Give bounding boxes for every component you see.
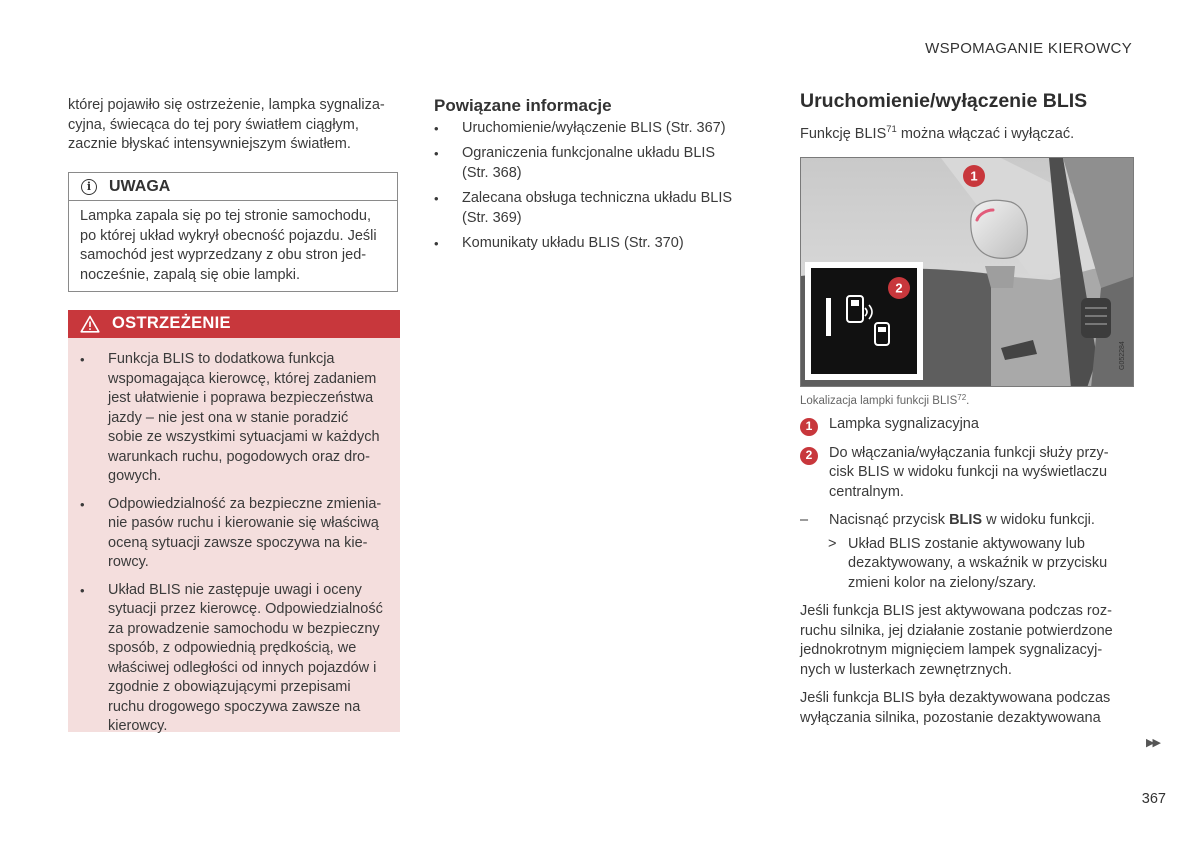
caption-footnote-ref[interactable]: 72 xyxy=(957,393,967,402)
warning-header xyxy=(68,310,400,338)
blis-illustration xyxy=(801,158,1134,387)
warning-item: • Funkcja BLIS to dodatkowa funkcja wspomagająca kierowcę, której zadaniem jest ułatwienie i poprawa bezpieczeństwa jazdy – nie jest ona w stanie poradzić sobie ze wszystkimi sytuacjami w każdych warunkach ruchu, pogodowych oraz dro- gowych. xyxy=(108,350,388,487)
section-header: WSPOMAGANIE KIEROWCY xyxy=(925,40,1132,57)
callout-2-text: Do włączania/wyłączania funkcji służy przy- cisk BLIS w widoku funkcji na wyświetlaczu centralnym. xyxy=(829,444,1109,500)
note-box xyxy=(68,172,398,292)
lead-text xyxy=(800,120,1134,145)
note-text: Lampka zapala się po tej stronie samochodu, po której układ wykrył obecność pojazdu. Jeśli samochód jest wyprzedzany z obu stron jed- nocześnie, zapalą się obie lampki. xyxy=(80,208,377,283)
result-marker: > xyxy=(828,535,837,552)
result-text: Układ BLIS zostanie aktywowany lub dezaktywowany, a wskaźnik w przycisku zmieni kolor na zielony/szary. xyxy=(848,535,1108,591)
lead-prefix: Funkcję BLIS xyxy=(800,125,887,142)
action-result xyxy=(800,535,1134,594)
continue-arrows-icon: ▶▶ xyxy=(1146,737,1159,749)
figure-caption xyxy=(800,393,969,407)
lead-suffix: można włączać i wyłączać. xyxy=(896,125,1075,142)
page-number: 367 xyxy=(1141,791,1166,807)
callout-item-1 xyxy=(800,415,1134,435)
intro-paragraph: której pojawiło się ostrzeżenie, lampka sygnaliza- cyjna, świecąca do tej pory światłem ciągłym, zacznie błyskać intensywniejszym światłem. xyxy=(68,97,385,152)
callout-item-2 xyxy=(800,444,1134,503)
warning-title: OSTRZEŻENIE xyxy=(112,314,231,333)
callout-1-label: 1 xyxy=(970,168,978,184)
instructions xyxy=(800,415,1134,737)
related-list xyxy=(434,119,754,254)
info-icon: i xyxy=(81,179,97,195)
callout-1-badge: 1 xyxy=(800,418,818,436)
warning-item: • Odpowiedzialność za bezpieczne zmienia- nie pasów ruchu i kierowanie się właściwą oceną sytuacji zawsze spoczywa na kie- rowcy. xyxy=(108,495,388,573)
warning-list xyxy=(68,338,400,737)
warning-box xyxy=(68,310,400,732)
section-title: Uruchomienie/wyłączenie BLIS xyxy=(800,90,1088,112)
caption-suffix: . xyxy=(966,395,970,407)
warning-item: • Układ BLIS nie zastępuje uwagi i oceny sytuacji przez kierowcę. Odpowiedzialność za prowadzenie samochodu w bezpieczny sposób, z odpowiednią prędkością, we właściwej odległości od innych pojazdów i zgodnie z obowiązującymi przepisami ruchu drogowego spoczywa zawsze na kierowcy. xyxy=(108,581,388,737)
related-link[interactable]: • Uruchomienie/wyłączenie BLIS (Str. 367) xyxy=(462,119,754,139)
related-link[interactable]: • Ograniczenia funkcjonalne układu BLIS (Str. 368) xyxy=(462,144,754,183)
callout-2-badge: 2 xyxy=(800,447,818,465)
paragraph-activation: Jeśli funkcja BLIS jest aktywowana podczas roz- ruchu silnika, jej działanie zostanie potwierdzone jednokrotnym mignięciem lampek sygnalizacyj- nych w lusterkach zewnętrznych. xyxy=(800,603,1113,678)
right-column xyxy=(800,92,1134,144)
note-header xyxy=(69,173,397,201)
paragraph-deactivation: Jeśli funkcja BLIS była dezaktywowana podczas wyłączania silnika, pozostanie dezaktywowana xyxy=(800,690,1111,726)
related-link[interactable]: • Zalecana obsługa techniczna układu BLIS (Str. 369) xyxy=(462,189,754,228)
figure-code: G052284 xyxy=(1119,341,1126,370)
related-info xyxy=(434,96,754,260)
related-heading: Powiązane informacje xyxy=(434,96,612,115)
left-column xyxy=(68,96,400,155)
caption-text: Lokalizacja lampki funkcji BLIS xyxy=(800,395,958,407)
action-suffix: w widoku funkcji. xyxy=(982,512,1095,528)
callout-1-text: Lampka sygnalizacyjna xyxy=(829,416,979,432)
blis-button-label: BLIS xyxy=(949,512,983,528)
action-step xyxy=(800,511,1134,531)
action-prefix: Nacisnąć przycisk xyxy=(829,512,950,528)
callout-2-label: 2 xyxy=(895,280,903,296)
note-title: UWAGA xyxy=(109,177,171,195)
action-marker: – xyxy=(800,512,809,528)
related-link[interactable]: • Komunikaty układu BLIS (Str. 370) xyxy=(462,234,754,254)
warning-triangle-icon xyxy=(80,315,100,333)
blis-figure xyxy=(800,157,1134,387)
footnote-ref[interactable]: 71 xyxy=(886,123,897,135)
